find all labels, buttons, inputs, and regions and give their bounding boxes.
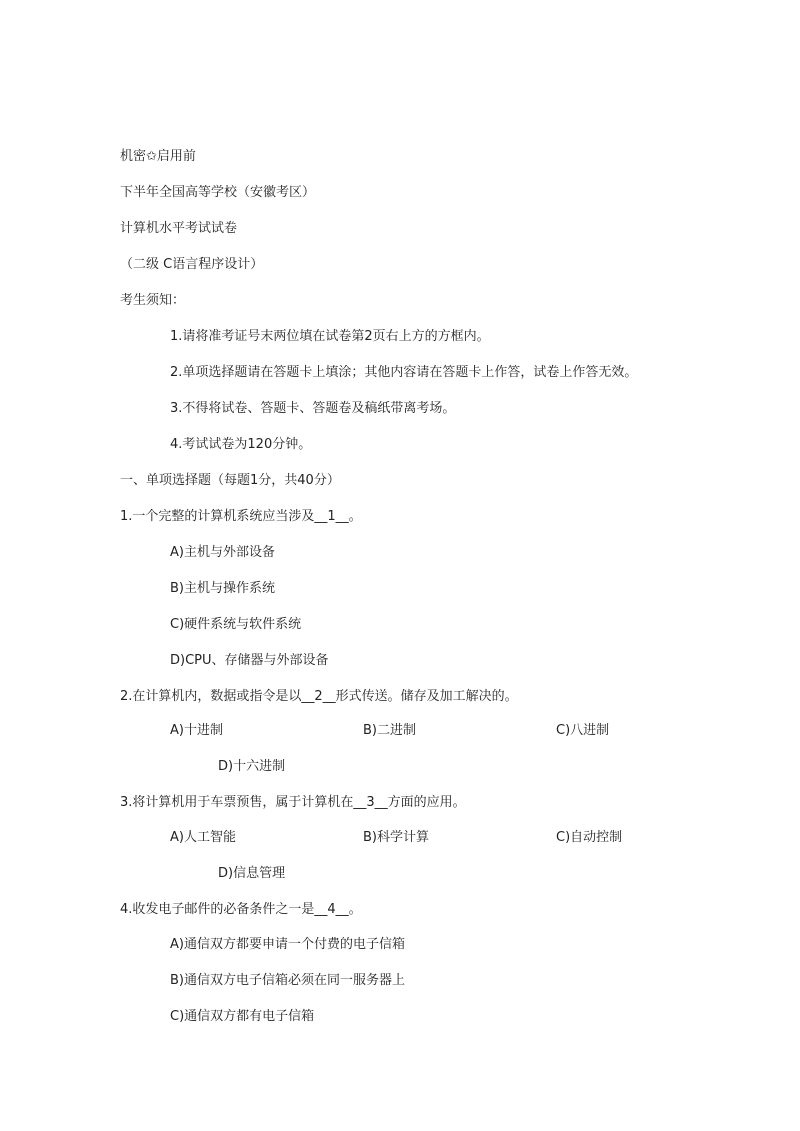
exam-title-line3: （二级 C语言程序设计）	[120, 257, 264, 272]
question-stem: 1.一个完整的计算机系统应当涉及__1__。	[120, 509, 362, 524]
notice-item: 4.考试试卷为120分钟。	[170, 437, 312, 452]
notice-item: 1.请将准考证号末两位填在试卷第2页右上方的方框内。	[170, 329, 490, 344]
answer-option: B)二进制	[363, 723, 416, 738]
notice-heading: 考生须知：	[120, 293, 186, 308]
answer-option: C)自动控制	[556, 830, 623, 845]
answer-option: A)通信双方都要申请一个付费的电子信箱	[170, 937, 405, 952]
answer-option: A)十进制	[170, 723, 223, 738]
question-stem: 4.收发电子邮件的必备条件之一是__4__。	[120, 902, 362, 917]
answer-option: C)硬件系统与软件系统	[170, 617, 302, 632]
question-stem: 3.将计算机用于车票预售，属于计算机在__3__方面的应用。	[120, 795, 466, 810]
answer-option: D)十六进制	[218, 759, 286, 774]
answer-option: B)主机与操作系统	[170, 581, 275, 596]
answer-option: A)人工智能	[170, 830, 236, 845]
exam-title-line2: 计算机水平考试试卷	[120, 221, 238, 236]
answer-option: A)主机与外部设备	[170, 545, 275, 560]
notice-item: 2.单项选择题请在答题卡上填涂；其他内容请在答题卡上作答，试卷上作答无效。	[170, 365, 638, 380]
answer-option: D)信息管理	[218, 866, 286, 881]
answer-option: B)通信双方电子信箱必须在同一服务器上	[170, 973, 405, 988]
answer-option: D)CPU、存储器与外部设备	[170, 653, 329, 668]
confidential-mark: 机密✩启用前	[120, 149, 196, 164]
exam-title-line1: 下半年全国高等学校（安徽考区）	[120, 185, 316, 200]
section-heading: 一、单项选择题（每题1分，共40分）	[120, 473, 340, 488]
question-stem: 2.在计算机内，数据或指令是以__2__形式传送。储存及加工解决的。	[120, 689, 518, 704]
answer-option: C)八进制	[556, 723, 610, 738]
notice-item: 3.不得将试卷、答题卡、答题卷及稿纸带离考场。	[170, 401, 456, 416]
answer-option: C)通信双方都有电子信箱	[170, 1009, 315, 1024]
answer-option: B)科学计算	[363, 830, 429, 845]
